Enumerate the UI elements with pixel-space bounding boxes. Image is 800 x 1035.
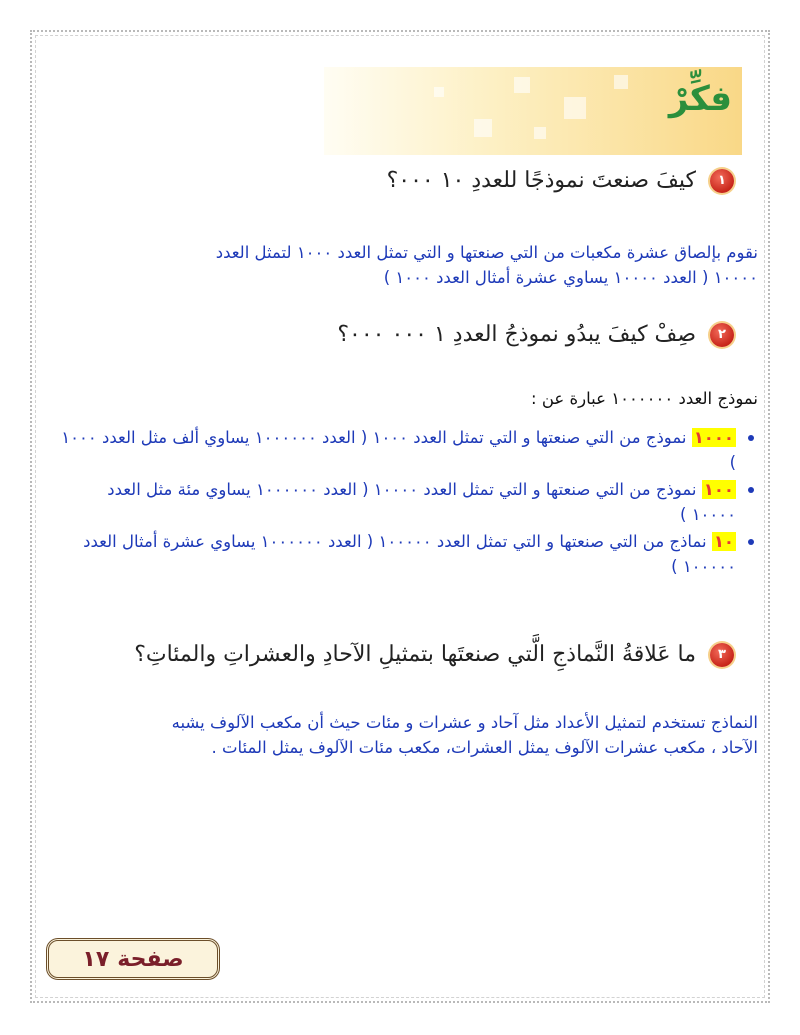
highlighted-number: ١٠٠٠: [693, 428, 734, 447]
bullet-text: نموذج من التي صنعتها و التي تمثل العدد ١٠٠٠٠ ( العدد ١٠٠٠٠٠٠ يساوي مئة مثل العدد ١٠٠٠٠ ): [107, 480, 736, 524]
answer-2-intro: نموذج العدد ١٠٠٠٠٠٠ عبارة عن :: [531, 389, 758, 408]
bullet-item: [58, 425, 758, 475]
question-text: ما عَلاقةُ النَّماذجِ الَّتي صنعتَها بتمثيلِ الآحادِ والعشراتِ والمئاتِ؟: [134, 642, 696, 667]
question-1: [387, 168, 734, 193]
highlighted-number: ١٠: [713, 532, 734, 551]
answer-2-bullets: [58, 425, 758, 581]
question-number-marker: ٣: [710, 643, 734, 667]
page-number: ١٧: [82, 946, 110, 972]
answer-1: [58, 240, 758, 290]
highlighted-number: ١٠٠: [703, 480, 734, 499]
question-number-marker: ١: [710, 169, 734, 193]
question-text: كيفَ صنعتَ نموذجًا للعددِ ١٠ ٠٠٠؟: [386, 168, 696, 193]
page-number-box: [46, 938, 220, 980]
question-text: صِفْ كيفَ يبدُو نموذجُ العددِ ١ ٠٠٠ ٠٠٠؟: [337, 322, 696, 347]
bullet-text: نموذج من التي صنعتها و التي تمثل العدد ١٠٠٠ ( العدد ١٠٠٠٠٠٠ يساوي ألف مثل العدد ١٠٠٠ ): [61, 428, 736, 472]
answer-line: الآحاد ، مكعب عشرات الآلوف يمثل العشرات، مكعب مئات الآلوف يمثل المئات .: [211, 738, 758, 757]
answer-line: ١٠٠٠٠ ( العدد ١٠٠٠٠ يساوي عشرة أمثال العدد ١٠٠٠ ): [383, 268, 758, 287]
question-3: [134, 642, 734, 667]
question-number-marker: ٢: [710, 323, 734, 347]
bullet-item: [58, 529, 758, 579]
question-2: [337, 322, 734, 347]
answer-3: [48, 710, 758, 760]
banner-title: فكِّرْ: [668, 79, 732, 119]
bullet-item: [58, 477, 758, 527]
think-banner: [324, 67, 742, 155]
answer-line: النماذج تستخدم لتمثيل الأعداد مثل آحاد و عشرات و مئات حيث أن مكعب الآلوف يشبه: [171, 713, 758, 732]
answer-line: نقوم بإلصاق عشرة مكعبات من التي صنعتها و التي تمثل العدد ١٠٠٠ لتمثل العدد: [215, 243, 758, 262]
bullet-text: نماذج من التي صنعتها و التي تمثل العدد ١٠٠٠٠٠ ( العدد ١٠٠٠٠٠٠ يساوي عشرة أمثال العدد ١٠٠٠٠٠ ): [83, 532, 736, 576]
page-label: صفحة: [117, 946, 184, 972]
